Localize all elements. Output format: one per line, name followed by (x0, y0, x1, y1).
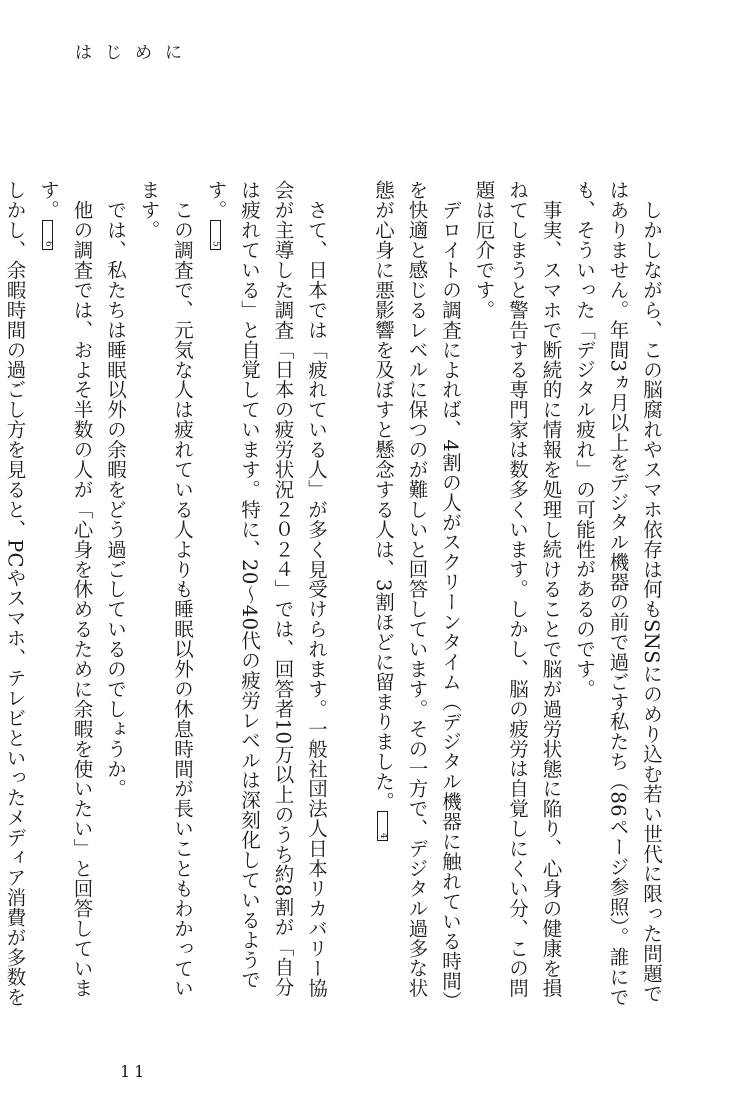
page-number: 11 (120, 1062, 149, 1081)
paragraph-7 (32, 180, 99, 1010)
paragraph-8: しかし、余暇時間の過ごし方を見ると、PCやスマホ、テレビといったメディア消費が多数を (3, 180, 27, 1007)
paragraph-2: 事実、スマホで断続的に情報を処理し続けることで脳が過労状態に陥り、心身の健康を損ねてしまうと警告する専門家は数多くいます。しかし、脳の疲労は自覚しにくい分、この問題は厄介です。 (472, 180, 563, 998)
paragraph-6: では、私たちは睡眠以外の余暇をどう過ごしているのでしょうか。 (104, 199, 127, 798)
paragraph-7-text: 他の調査では、およそ半数の人が「心身を休めるために余暇を使いたい」と回答しています。 (37, 180, 94, 998)
body-text (3, 180, 668, 1010)
paragraph-3 (367, 180, 468, 1010)
note-reference-5: 5 (210, 220, 221, 250)
paragraph-5: この調査で、元気な人は疲れている人よりも睡眠以外の休息時間が長いこともわかっています。 (137, 180, 194, 998)
paragraph-4 (199, 180, 333, 1010)
paragraph-1: しかしながら、この脳腐れやスマホ依存は何もSNSにのめり込む若い世代に限った問題ではありません。年間3ヵ月以上をデジタル機器の前で過ごす私たち（86ページ参照）。誰にでも、そういった「デジタル疲れ」の可能性があるのです。 (573, 180, 663, 1007)
paragraph-4-text: さて、日本では「疲れている人」が多く見受けられます。一般社団法人日本リカバリー協会が主導した調査「日本の疲労状況２０２４」では、回答者10万以上のうち約8割が「自分は疲れている」と自覚しています。特に、20〜40代の疲労レベルは深刻化しているようです。 (204, 180, 328, 998)
note-reference-6: 6 (42, 220, 53, 250)
paragraph-spacer (333, 180, 367, 1010)
running-head: はじめに (75, 43, 195, 63)
note-reference-4: 4 (377, 811, 388, 841)
paragraph-3-text: デロイトの調査によれば、4割の人がスクリーンタイム（デジタル機器に触れている時間）を快適と感じるレベルに保つのが難しいと回答しています。その一方で、デジタル過多な状態が心身に悪影響を及ぼすと懸念する人は、3割ほどに留まりました。 (372, 180, 462, 1001)
